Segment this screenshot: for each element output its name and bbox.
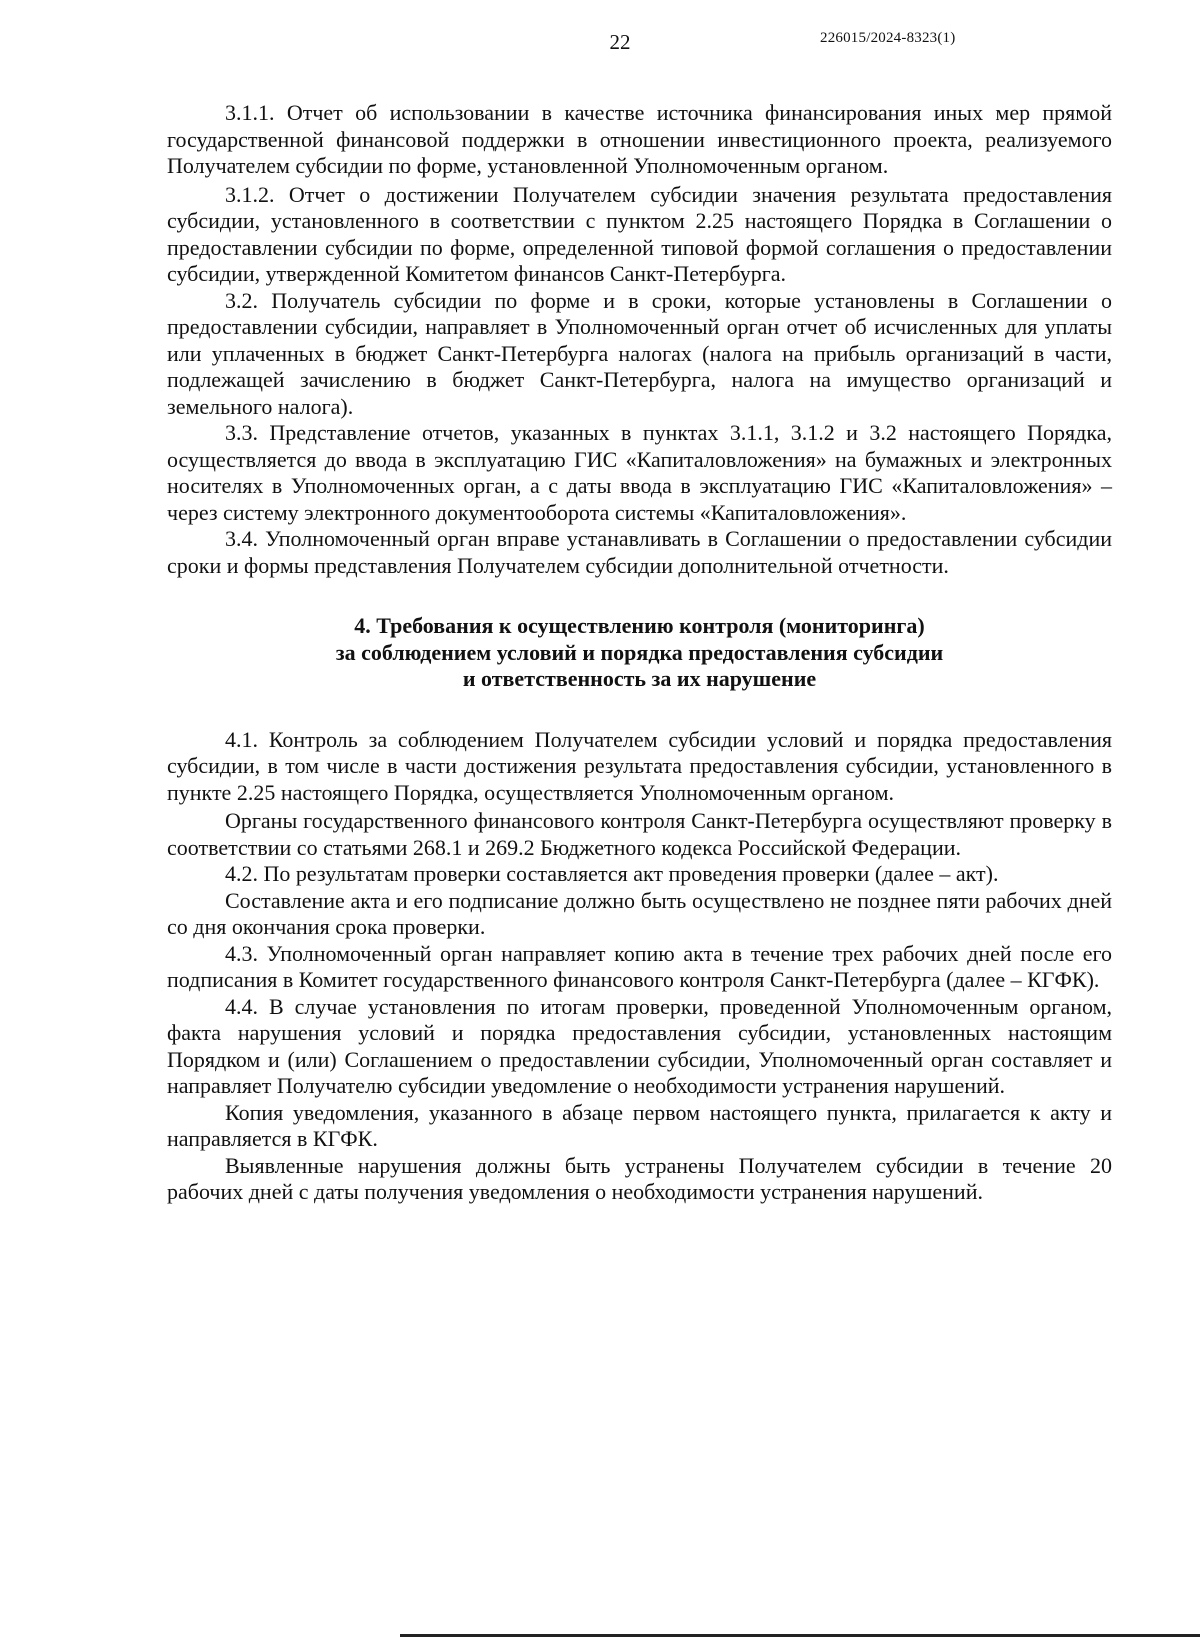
- section-title-line-1: 4. Требования к осуществлению контроля (мониторинга): [354, 613, 925, 638]
- paragraph-4-4-copy: Копия уведомления, указанного в абзаце первом настоящего пункта, прилагается к акту и направляется в КГФК.: [167, 1099, 1112, 1151]
- paragraph-3-1-2: 3.1.2. Отчет о достижении Получателем субсидии значения результата предоставления субсидии, установленного в соответствии с пунктом 2.25 настоящего Порядка в Соглашении о предоставлении субсидии по форме, определенной типовой формой соглашения о предоставлении субсидии, утвержденной Комитетом финансов Санкт-Петербурга.: [167, 181, 1112, 286]
- paragraph-4-4: 4.4. В случае установления по итогам проверки, проведенной Уполномоченным органом, факта нарушения условий и порядка предоставления субсидии, установленных настоящим Порядком и (или) Соглашением о предоставлении субсидии, Уполномоченный орган составляет и направляет Получателю субсидии уведомление о необходимости устранения нарушений.: [167, 993, 1112, 1098]
- paragraph-4-1-audit: Органы государственного финансового контроля Санкт-Петербурга осуществляют проверку в соответствии со статьями 268.1 и 269.2 Бюджетного кодекса Российской Федерации.: [167, 808, 1112, 860]
- document-body: [167, 100, 1112, 1206]
- paragraph-4-3: 4.3. Уполномоченный орган направляет копию акта в течение трех рабочих дней после его подписания в Комитет государственного финансового контроля Санкт-Петербурга (далее – КГФК).: [167, 940, 1112, 992]
- section-title-line-2: за соблюдением условий и порядка предоставления субсидии: [335, 639, 944, 665]
- paragraph-4-2-deadline: Составление акта и его подписание должно быть осуществлено не позднее пяти рабочих дней со дня окончания срока проверки.: [167, 887, 1112, 939]
- document-registration-code: 226015/2024-8323(1): [820, 30, 956, 46]
- paragraph-4-2: 4.2. По результатам проверки составляется акт проведения проверки (далее – акт).: [225, 861, 999, 886]
- section-title-line-3: и ответственность за их нарушение: [462, 666, 817, 691]
- section-4-title: [167, 613, 1112, 693]
- paragraph-3-3: 3.3. Представление отчетов, указанных в пунктах 3.1.1, 3.1.2 и 3.2 настоящего Порядка, осуществляется до ввода в эксплуатацию ГИС «Капиталовложения» на бумажных и электронных носителях в Уполномоченных орган, а с даты ввода в эксплуатацию ГИС «Капиталовложения» – через систему электронного документооборота системы «Капиталовложения».: [167, 420, 1112, 525]
- bottom-divider-line: [400, 1634, 1200, 1637]
- paragraph-3-1-1: 3.1.1. Отчет об использовании в качестве источника финансирования иных мер прямой государственной финансовой поддержки в отношении инвестиционного проекта, реализуемого Получателем субсидии по форме, установленной Уполномоченным органом.: [167, 100, 1112, 178]
- paragraph-4-4-deadline: Выявленные нарушения должны быть устранены Получателем субсидии в течение 20 рабочих дней с даты получения уведомления о необходимости устранения нарушений.: [167, 1152, 1112, 1204]
- paragraph-3-2: 3.2. Получатель субсидии по форме и в сроки, которые установлены в Соглашении о предоставлении субсидии, направляет в Уполномоченный орган отчет об исчисленных для уплаты или уплаченных в бюджет Санкт-Петербурга налогах (налога на прибыль организаций в части, подлежащей зачислению в бюджет Санкт-Петербурга, налога на имущество организаций и земельного налога).: [167, 287, 1112, 419]
- paragraph-4-1: 4.1. Контроль за соблюдением Получателем субсидии условий и порядка предоставления субсидии, в том числе в части достижения результата предоставления субсидии, установленного в пункте 2.25 настоящего Порядка, осуществляется Уполномоченным органом.: [167, 726, 1112, 805]
- paragraph-3-4: 3.4. Уполномоченный орган вправе устанавливать в Соглашении о предоставлении субсидии сроки и формы представления Получателем субсидии дополнительной отчетности.: [167, 526, 1112, 578]
- page-number: 22: [609, 30, 631, 54]
